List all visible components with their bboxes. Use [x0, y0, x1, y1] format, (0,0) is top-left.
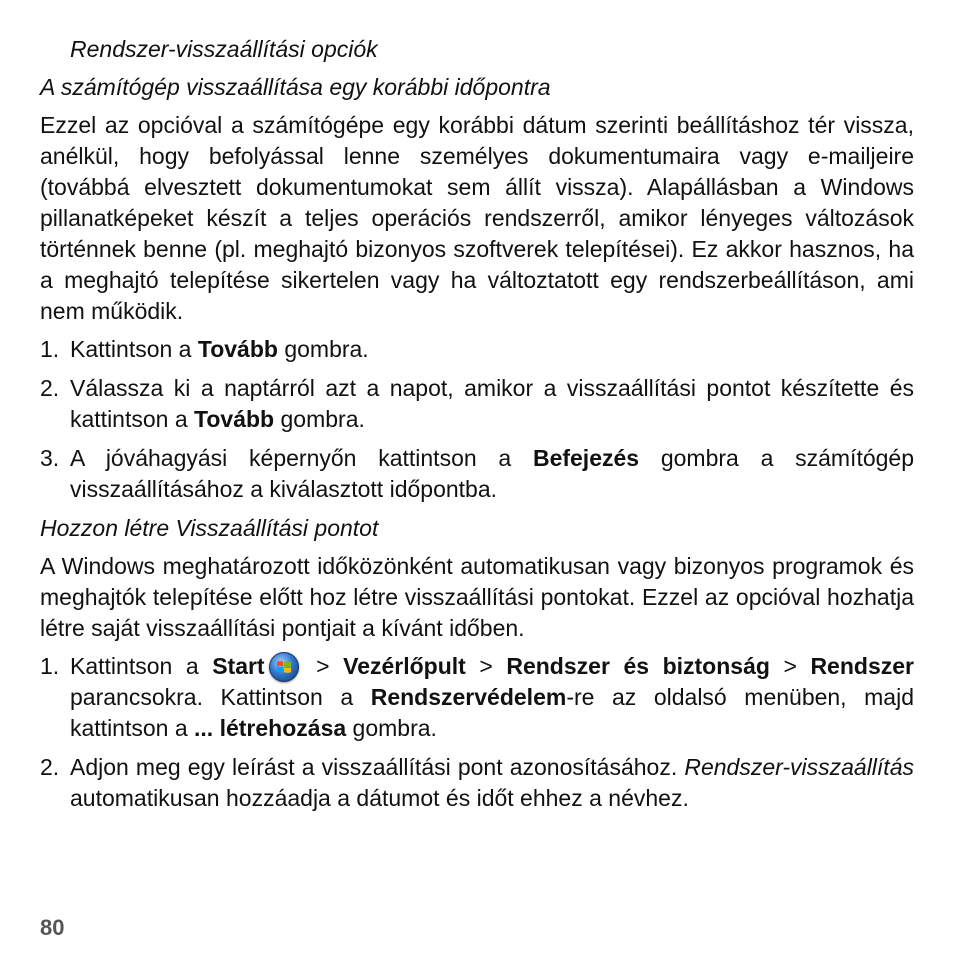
step-text: >	[302, 653, 344, 679]
document-page	[40, 34, 914, 822]
step-number: 2.	[40, 754, 60, 780]
step-text: gombra a számítógép visszaállításához a kiválasztott időpontba.	[70, 445, 915, 502]
restore-steps	[40, 334, 914, 505]
step-text: gombra.	[277, 336, 369, 362]
step-text: Válassza ki a naptárról azt a napot, amikor a visszaállítási pontot készítette és kattintson a	[70, 375, 914, 432]
paragraph-create-point: A Windows meghatározott időközönként automatikusan vagy bizonyos programok és meghajtók telepítése előtt hoz létre visszaállítási pontokat. Ezzel az opcióval hozhatja létre saját visszaállítási pontjait a kívánt időben.	[40, 553, 914, 641]
step-button-name: Tovább	[197, 336, 278, 362]
step-text: -re az oldalsó menüben, majd kattintson a	[70, 684, 914, 741]
system-security-label: Rendszer és biztonság	[506, 653, 770, 679]
step-text: >	[769, 653, 811, 679]
windows-start-icon	[269, 652, 299, 682]
step-text: A jóváhagyási képernyőn kattintson a	[70, 445, 533, 471]
step-text: automatikusan hozzáadja a dátumot és időt ehhez a névhez.	[70, 785, 689, 811]
list-item	[40, 373, 914, 435]
page-number: 80	[40, 915, 65, 940]
step-text: >	[465, 653, 507, 679]
step-number: 1.	[40, 653, 60, 679]
create-button-label: ... létrehozása	[194, 715, 347, 741]
system-restore-name: Rendszer-visszaállítás	[684, 754, 914, 780]
list-item	[40, 752, 914, 814]
list-item	[40, 334, 914, 365]
section-title: Rendszer-visszaállítási opciók	[70, 36, 378, 62]
control-panel-label: Vezérlőpult	[343, 653, 466, 679]
step-text: parancsokra. Kattintson a	[70, 684, 371, 710]
list-item	[40, 651, 914, 744]
step-button-name: Tovább	[194, 406, 275, 432]
subheading-restore: A számítógép visszaállítása egy korábbi időpontra	[40, 74, 551, 100]
step-number: 2.	[40, 375, 60, 401]
step-number: 3.	[40, 445, 60, 471]
step-text: Adjon meg egy leírást a visszaállítási pont azonosításához.	[70, 754, 685, 780]
step-button-name: Befejezés	[532, 445, 640, 471]
paragraph-restore: Ezzel az opcióval a számítógépe egy korábbi dátum szerinti beállításhoz tér vissza, anélkül, hogy befolyással lenne személyes dokumentumaira vagy e-mailjeire (továbbá elvesztett dokumentumokat sem állít vissza). Alapállásban a Windows pillanatképeket készít a teljes operációs rendszerről, amikor lényeges változások történnek benne (pl. meghajtó bizonyos szoftverek telepítései). Ez akkor hasznos, ha a meghajtó telepítése sikertelen vagy ha változtatott egy rendszerbeállításon, ami nem működik.	[40, 112, 914, 324]
step-text: Kattintson a	[70, 653, 213, 679]
step-text: gombra.	[346, 715, 437, 741]
step-number: 1.	[40, 336, 60, 362]
list-item	[40, 443, 914, 505]
step-text: Kattintson a	[70, 336, 198, 362]
system-protection-label: Rendszervédelem	[370, 684, 567, 710]
start-label: Start	[212, 653, 265, 679]
system-label: Rendszer	[810, 653, 914, 679]
subheading-create-point: Hozzon létre Visszaállítási pontot	[40, 515, 379, 541]
step-text: gombra.	[274, 406, 365, 432]
create-point-steps	[40, 651, 914, 814]
